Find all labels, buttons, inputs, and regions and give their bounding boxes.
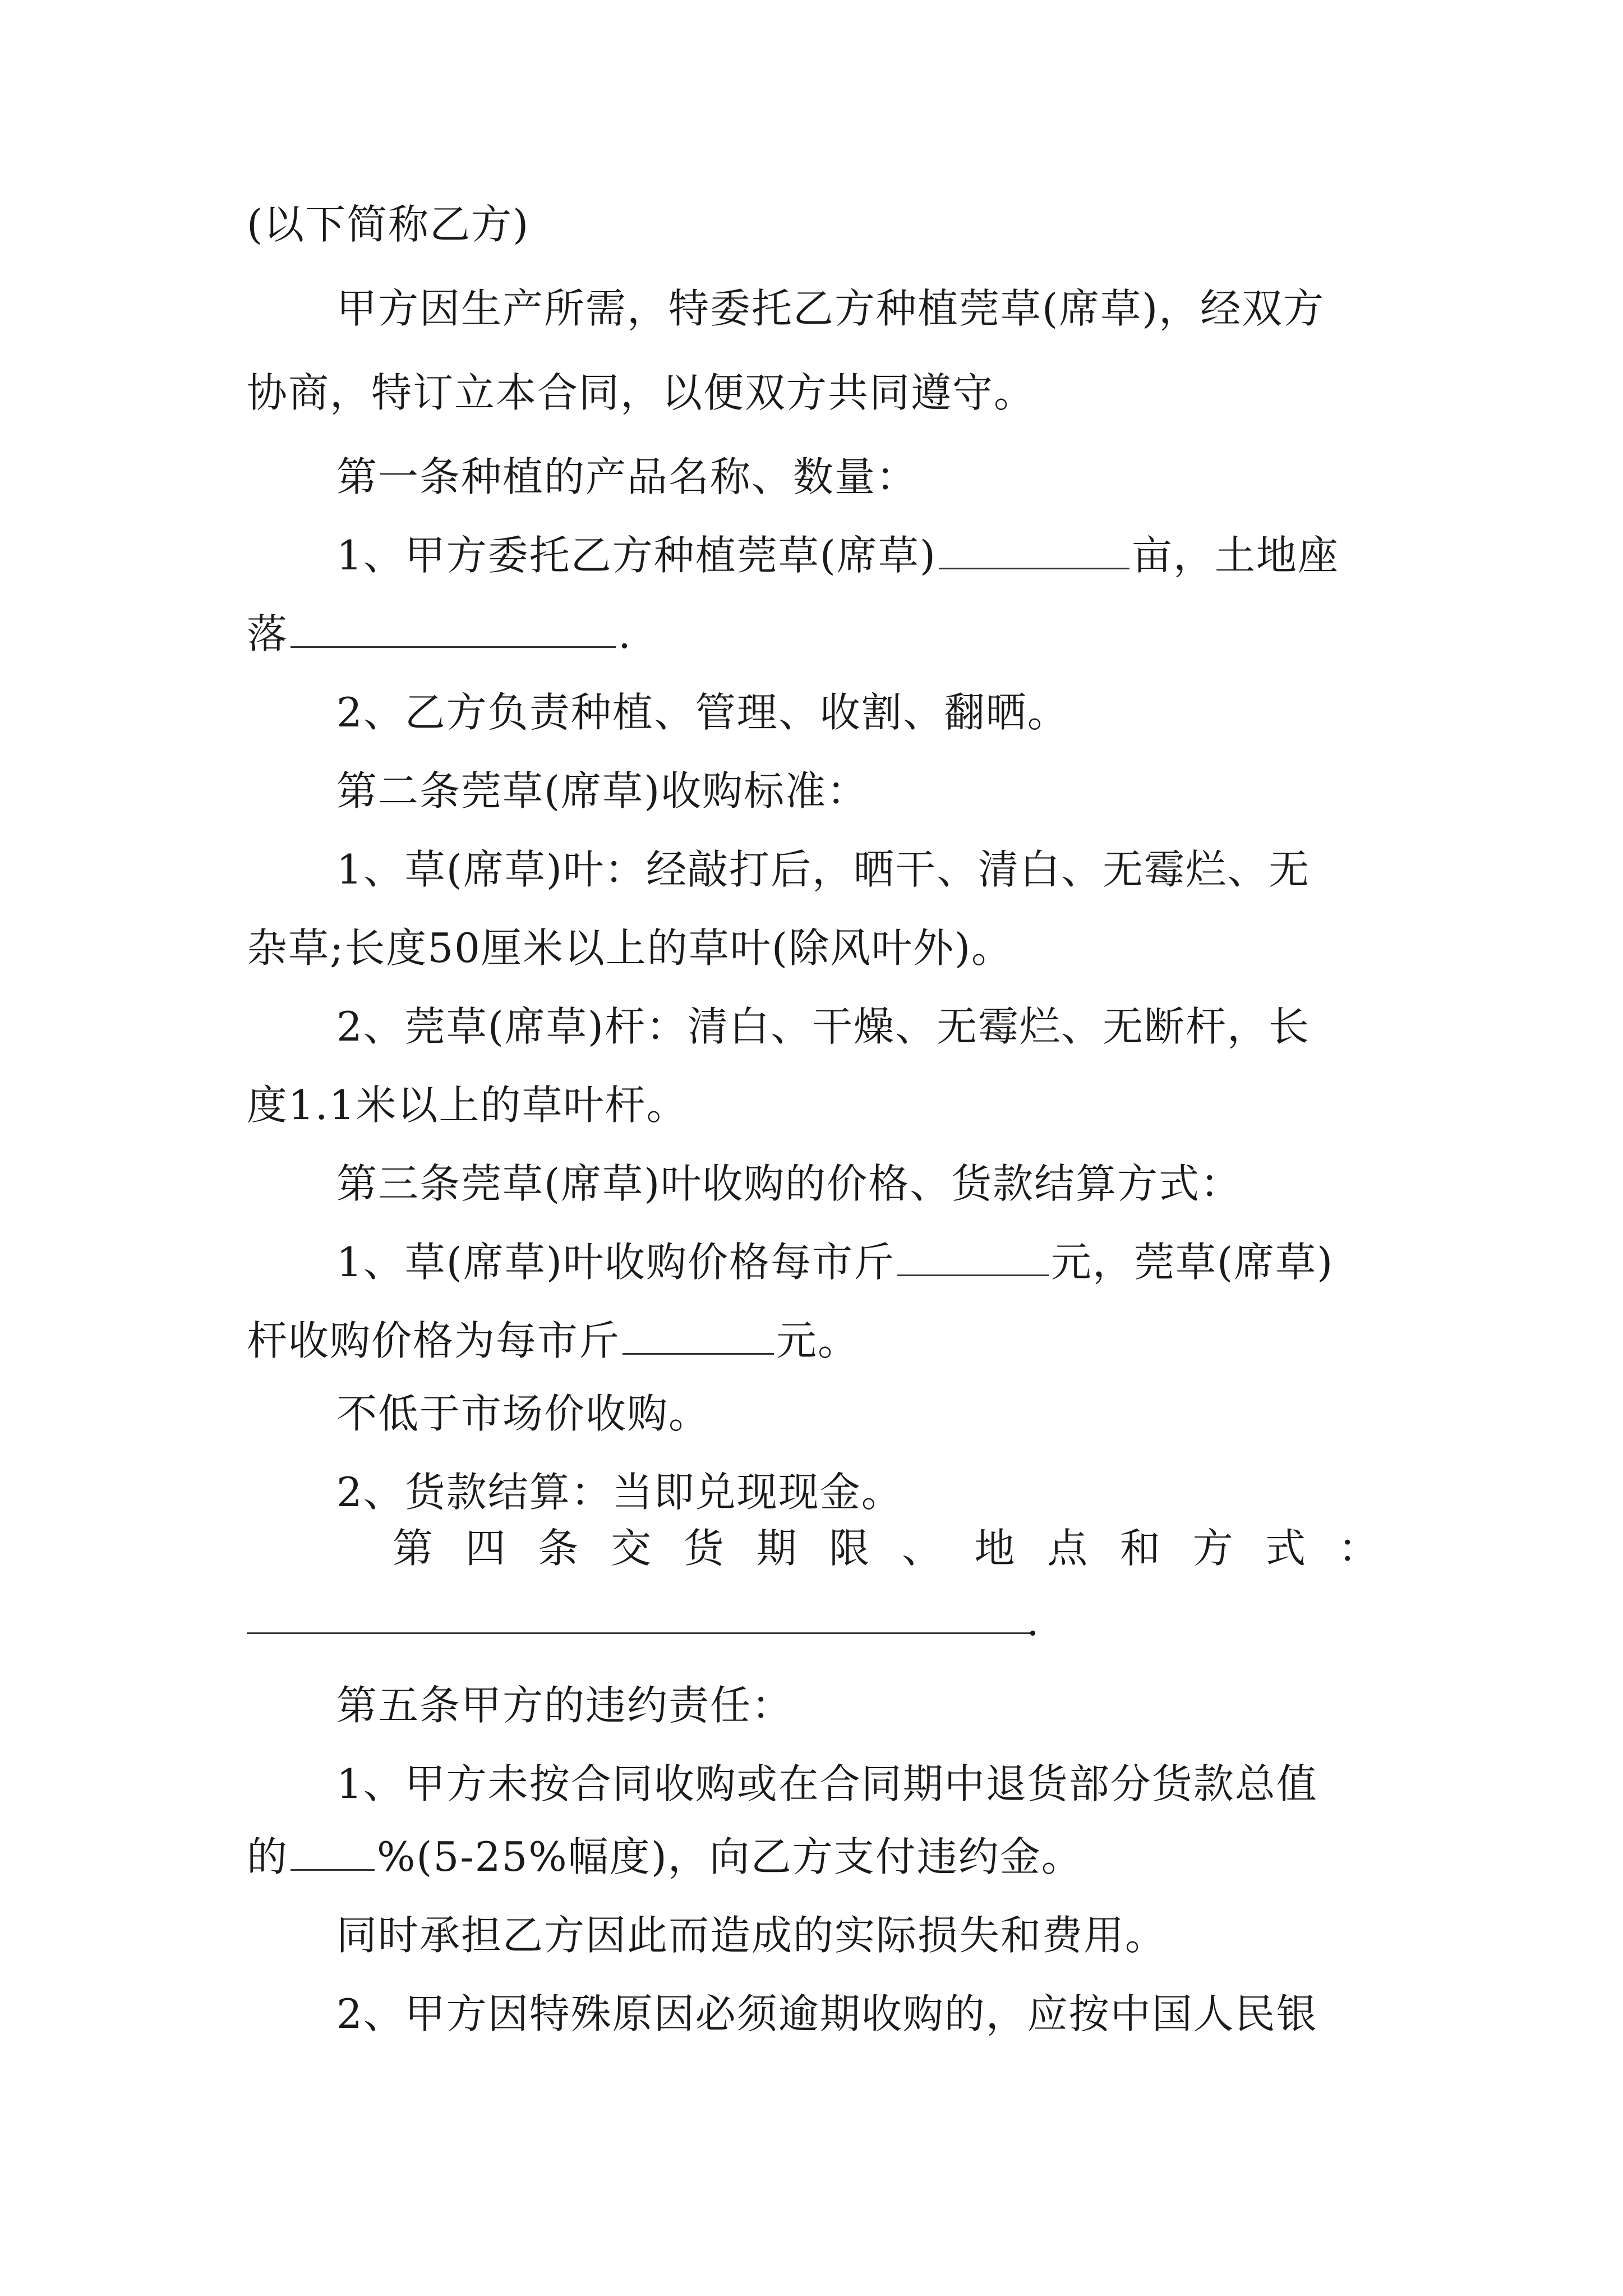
delivery-terms-blank[interactable]	[247, 1632, 1032, 1634]
article-4-char: 四	[465, 1525, 507, 1572]
article-2-item-1: 1、草(席草)叶：经敲打后，晒干、清白、无霉烂、无	[336, 846, 1310, 893]
article-1-item-1-suffix: 亩，土地座	[1132, 532, 1340, 579]
party-b-note: (以下简称乙方)	[247, 201, 530, 248]
preamble-line-1: 甲方因生产所需，特委托乙方种植莞草(席草)，经双方	[336, 285, 1325, 332]
article-4-char: 第	[393, 1525, 435, 1572]
article-4-char: 限	[829, 1525, 871, 1572]
article-4-char: 期	[756, 1525, 798, 1572]
article-4-char: 式	[1265, 1525, 1307, 1572]
article-4-heading	[393, 1520, 1380, 1576]
article-4-char: 地	[974, 1525, 1016, 1572]
location-period: .	[618, 610, 632, 657]
leaf-price-blank[interactable]	[897, 1240, 1049, 1276]
article-4-char: 条	[538, 1525, 580, 1572]
article-4-char: 点	[1047, 1525, 1089, 1572]
preamble-line-2: 协商，特订立本合同，以便双方共同遵守。	[247, 369, 1036, 416]
penalty-rate-blank[interactable]	[291, 1834, 375, 1871]
article-1-heading: 第一条种植的产品名称、数量：	[336, 453, 918, 500]
article-2-item-2: 2、莞草(席草)杆：清白、干燥、无霉烂、无断杆，长	[336, 1003, 1310, 1050]
article-4-char: 货	[683, 1525, 725, 1572]
article-5-heading: 第五条甲方的违约责任：	[336, 1682, 794, 1729]
penalty-suffix: %(5-25%幅度)，向乙方支付违约金。	[377, 1833, 1083, 1880]
article-2-item-2-cont: 度1.1米以上的草叶杆。	[247, 1082, 688, 1129]
article-3-item-1	[336, 1234, 1380, 1290]
delivery-terms-period: .	[1026, 1598, 1039, 1645]
article-1-item-2: 2、乙方负责种植、管理、收割、翻晒。	[336, 689, 1069, 736]
article-1-item-1	[336, 527, 1380, 583]
article-3-item-2: 2、货款结算：当即兑现现金。	[336, 1469, 903, 1516]
article-1-item-1-text: 1、甲方委托乙方种植莞草(席草)	[336, 532, 937, 579]
article-5-item-1: 1、甲方未按合同收购或在合同期中退货部分货款总值	[336, 1760, 1318, 1807]
stalk-price-text: 杆收购价格为每市斤	[247, 1317, 621, 1364]
article-4-char: 方	[1192, 1525, 1234, 1572]
article-2-item-1-cont: 杂草;长度50厘米以上的草叶(除风叶外)。	[247, 924, 1013, 972]
article-4-char: ：	[1338, 1525, 1380, 1572]
article-4-char: 和	[1119, 1525, 1161, 1572]
location-label: 落	[247, 610, 289, 657]
article-3-item-1-suffix: 元，莞草(席草)	[1051, 1239, 1334, 1286]
market-price-note: 不低于市场价收购。	[336, 1390, 711, 1437]
article-4-char: 交	[611, 1525, 653, 1572]
article-3-heading: 第三条莞草(席草)叶收购的价格、货款结算方式：	[336, 1160, 1242, 1207]
penalty-prefix: 的	[247, 1833, 289, 1880]
article-1-item-1-cont	[247, 606, 1380, 662]
article-3-item-1-text: 1、草(席草)叶收购价格每市斤	[336, 1239, 895, 1286]
acreage-blank[interactable]	[939, 533, 1129, 569]
article-2-heading: 第二条莞草(席草)收购标准：	[336, 767, 869, 815]
location-blank[interactable]	[291, 611, 616, 648]
stalk-price-blank[interactable]	[623, 1318, 774, 1355]
article-3-item-1-cont	[247, 1313, 1380, 1369]
article-5-loss-note: 同时承担乙方因此而造成的实际损失和费用。	[336, 1912, 1167, 1959]
stalk-price-suffix: 元。	[776, 1317, 860, 1364]
article-4-char: 、	[901, 1525, 943, 1572]
article-5-item-1-cont	[247, 1829, 1380, 1885]
article-5-item-2: 2、甲方因特殊原因必须逾期收购的，应按中国人民银	[336, 1990, 1318, 2037]
